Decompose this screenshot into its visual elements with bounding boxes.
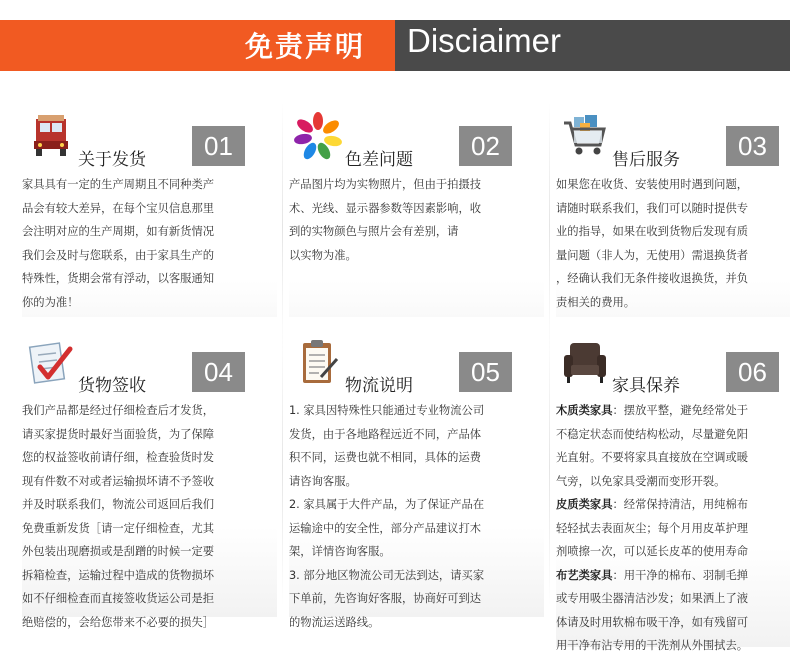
body-line: 会注明对应的生产周期，如有新货情况 [22,225,215,238]
body-text: 光直射。不要将家具直接放在空调或暖 [556,451,749,464]
body-text: 不稳定状态而使结构松动，尽量避免阳 [556,427,749,441]
disclaimer-grid [0,71,790,666]
card-body [556,173,790,314]
body-line: 架，详情咨询客服。 [289,545,391,558]
body-line: 3. 部分地区物流公司无法到达，请买家 [289,568,485,582]
body-line: 运输途中的安全性，部分产品建议打木 [289,521,482,535]
body-line: 如果您在收货、安装使用时遇到问题， [556,178,749,191]
body-line: 1. 家具因特殊性只能通过专业物流公司 [289,404,485,417]
body-line: 责相关的费用。 [556,295,636,309]
card-number-badge: 03 [726,126,779,166]
body-line [556,446,790,470]
card-header [289,91,544,170]
body-text: ：经常保持清洁，用纯棉布 [612,498,749,511]
body-line [556,517,790,541]
body-line: 你的为准！ [22,295,79,309]
card-title: 货物签收 [78,376,146,396]
body-line: 品会有较大差异，在每个宝贝信息那里 [22,201,215,215]
body-line: 家具具有一定的生产周期且不同种类产 [22,178,215,191]
card-body [289,399,539,634]
header-banner [0,0,790,71]
body-text: 气旁，以免家具受潮而变形开裂。 [556,474,726,488]
banner-cn-block [0,20,395,71]
body-line: 外包装出现磨损或是刮蹭的时候一定要 [22,545,215,558]
care-category-leather: 皮质类家具 [556,498,613,511]
body-line: 我们产品都是经过仔细检查后才发货， [22,404,215,417]
card-body [289,173,539,267]
body-line: 下单前，先咨询好客服，协商好可到达 [289,592,482,605]
body-line [556,399,790,423]
body-text: ：摆放平整，避免经常处于 [612,404,749,417]
care-category-fabric: 布艺类家具 [556,568,613,582]
body-line: 拆箱检查，运输过程中造成的货物损坏 [22,568,215,582]
body-line: 2. 家具属于大件产品，为了保证产品在 [289,498,485,511]
body-line [556,611,790,635]
card-title: 关于发货 [78,150,146,170]
card-number-badge: 06 [726,352,779,392]
body-line: 您的权益签收前请仔细，检查验货时发 [22,451,215,464]
shopping-cart-icon [560,111,610,161]
body-line: 的物流运送路线。 [289,615,380,629]
body-line: 发货，由于各地路程远近不同，产品体 [289,427,482,441]
card-receipt [22,317,277,629]
card-header [556,91,790,170]
body-text: 体请及时用软棉布吸干净，如有残留可 [556,615,749,629]
card-body [556,399,790,658]
body-text: ：用干净的棉布、羽制毛掸 [612,568,749,582]
care-category-wood: 木质类家具 [556,404,613,417]
card-body [22,173,272,314]
body-line: 业的指导，如果在收到货物后发现有质 [556,225,749,238]
body-line [556,587,790,611]
armchair-icon [560,337,610,387]
body-text: 轻轻拭去表面灰尘；每个月用皮革护理 [556,521,749,535]
body-line: 绝赔偿的，会给您带来不必要的损失］ [22,615,215,629]
card-number-badge: 04 [192,352,245,392]
card-body [22,399,272,634]
body-line [556,423,790,447]
card-number-badge: 02 [459,126,512,166]
body-line: 到的实物颜色与照片会有差别，请 [289,225,459,238]
body-line: 请随时联系我们，我们可以随时提供专 [556,201,749,215]
clipboard-icon [293,337,343,387]
body-line [556,493,790,517]
card-header [289,317,544,396]
card-header [22,317,277,396]
body-line: ，经确认我们无条件接收退换货，并负 [556,272,749,285]
body-line: 请咨询客服。 [289,474,357,488]
card-furniture-care [556,317,790,652]
body-line [556,564,790,588]
body-text: 剂喷擦一次，可以延长皮革的使用寿命 [556,545,749,558]
card-title: 色差问题 [345,150,413,170]
body-line [556,634,790,658]
delivery-truck-icon [26,111,76,161]
body-line [556,470,790,494]
color-wheel-icon [293,111,343,161]
body-line: 术、光线、显示器参数等因素影响，收 [289,201,482,215]
card-number-badge: 01 [192,126,245,166]
body-line: 量问题（非人为，无使用）需退换货者 [556,248,749,262]
banner-title-cn: 免责声明 [244,30,365,63]
body-line: 积不同，运费也就不相同，具体的运费 [289,451,482,464]
body-line: 现有件数不对或者运输损坏请不予签收 [22,474,215,488]
body-text: 或专用吸尘器清洁沙发；如果洒上了液 [556,592,749,605]
body-line [556,540,790,564]
body-line: 特殊性，货期会常有浮动，以客服通知 [22,272,215,285]
card-header [22,91,277,170]
body-line: 并及时联系我们，物流公司返回后我们 [22,498,215,511]
banner-en-block [395,20,790,71]
card-title: 售后服务 [612,150,680,170]
body-line: 产品图片均为实物照片，但由于拍摄技 [289,178,482,191]
body-line: 请买家提货时最好当面验货，为了保障 [22,427,215,441]
body-line: 免费重新发货［请一定仔细检查，尤其 [22,521,215,535]
card-title: 物流说明 [345,376,413,396]
body-line: 我们会及时与您联系，由于家具生产的 [22,248,215,262]
banner-title-en: Disciaimer [407,22,562,59]
card-title: 家具保养 [612,376,680,396]
body-line: 以实物为准。 [289,248,357,262]
body-line: 如不仔细检查而直接签收货运公司是拒 [22,592,215,605]
card-header [556,317,790,396]
checklist-icon [26,337,76,387]
card-logistics [289,317,544,629]
body-text: 用干净布沾专用的干洗剂从外围拭去。 [556,639,749,652]
card-number-badge: 05 [459,352,512,392]
